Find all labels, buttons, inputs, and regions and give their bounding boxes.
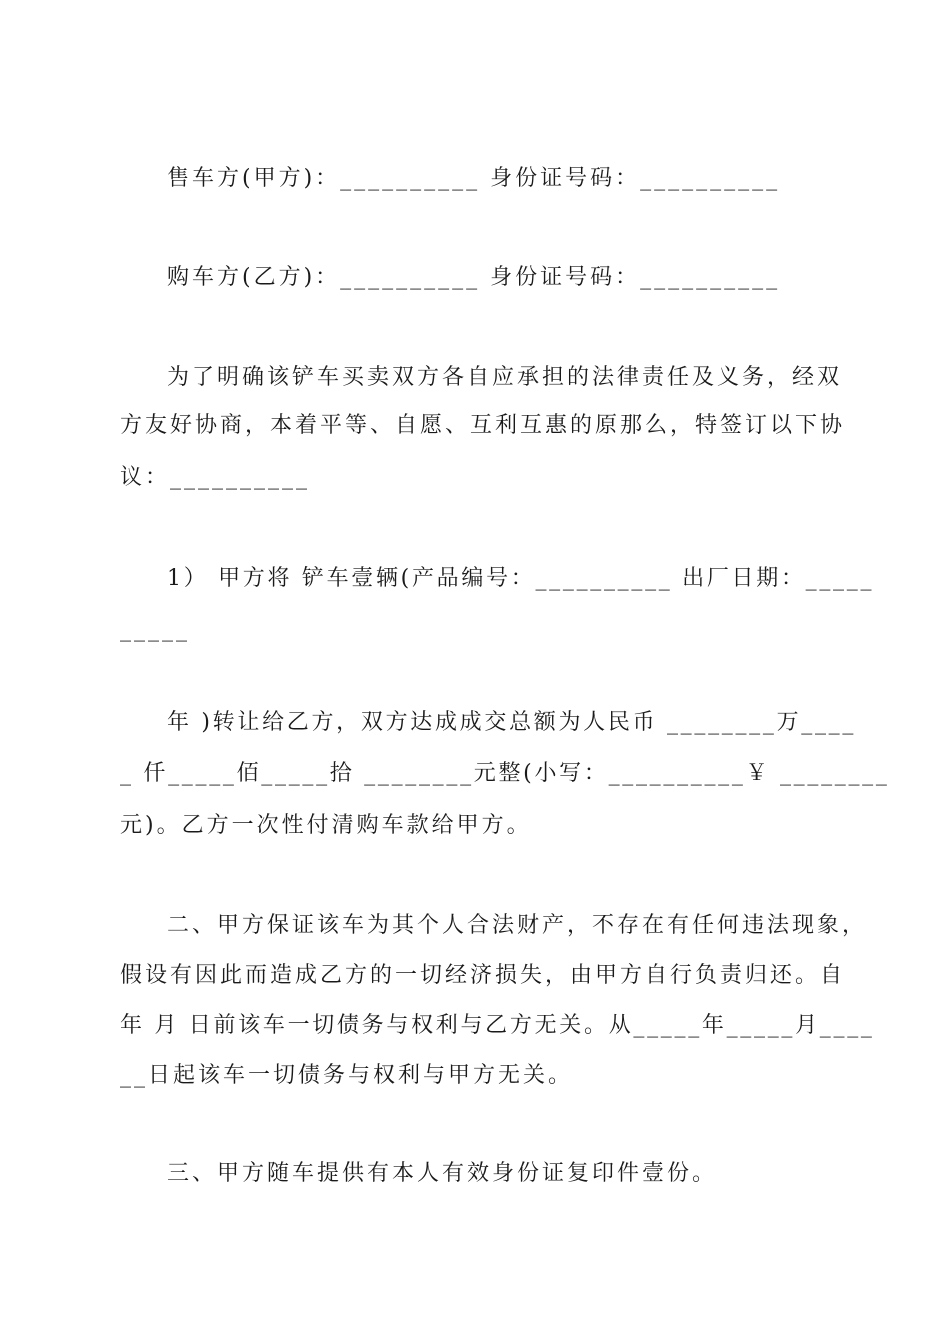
clause-1-line-2: _____ (120, 617, 190, 642)
intro-line-1: 为了明确该铲车买卖双方各自应承担的法律责任及义务，经双 (167, 365, 843, 390)
clause-2-line-2: 假设有因此而造成乙方的一切经济损失，由甲方自行负责归还。自 (120, 963, 846, 988)
clause-2-line-4: __日起该车一切债务与权利与甲方无关。 (120, 1063, 574, 1088)
clause-2-line-3: 年 月 日前该车一切债务与权利与乙方无关。从_____年_____月____ (120, 1013, 875, 1038)
clause-1-price-line-3: 元)。乙方一次性付清购车款给甲方。 (120, 813, 532, 838)
seller-info-line: 售车方(甲方)：__________ 身份证号码：__________ (167, 166, 781, 191)
intro-line-2: 方友好协商，本着平等、自愿、互利互惠的原那么，特签订以下协 (120, 413, 846, 438)
clause-2-line-1: 二、甲方保证该车为其个人合法财产，不存在有任何违法现象， (167, 913, 868, 938)
clause-1-price-line-2: _ 仟_____佰_____拾 ________元整(小写：__________￥ ________ (120, 761, 890, 786)
clause-1-price-line-1: 年 )转让给乙方，双方达成成交总额为人民币 ________万____ (167, 710, 857, 735)
buyer-info-line: 购车方(乙方)：__________ 身份证号码：__________ (167, 265, 781, 290)
intro-line-3: 议：__________ (120, 465, 311, 490)
clause-3-line: 三、甲方随车提供有本人有效身份证复印件壹份。 (167, 1161, 718, 1186)
clause-1-line-1: 1） 甲方将 铲车壹辆(产品编号：__________ 出厂日期：_____ (167, 566, 875, 591)
